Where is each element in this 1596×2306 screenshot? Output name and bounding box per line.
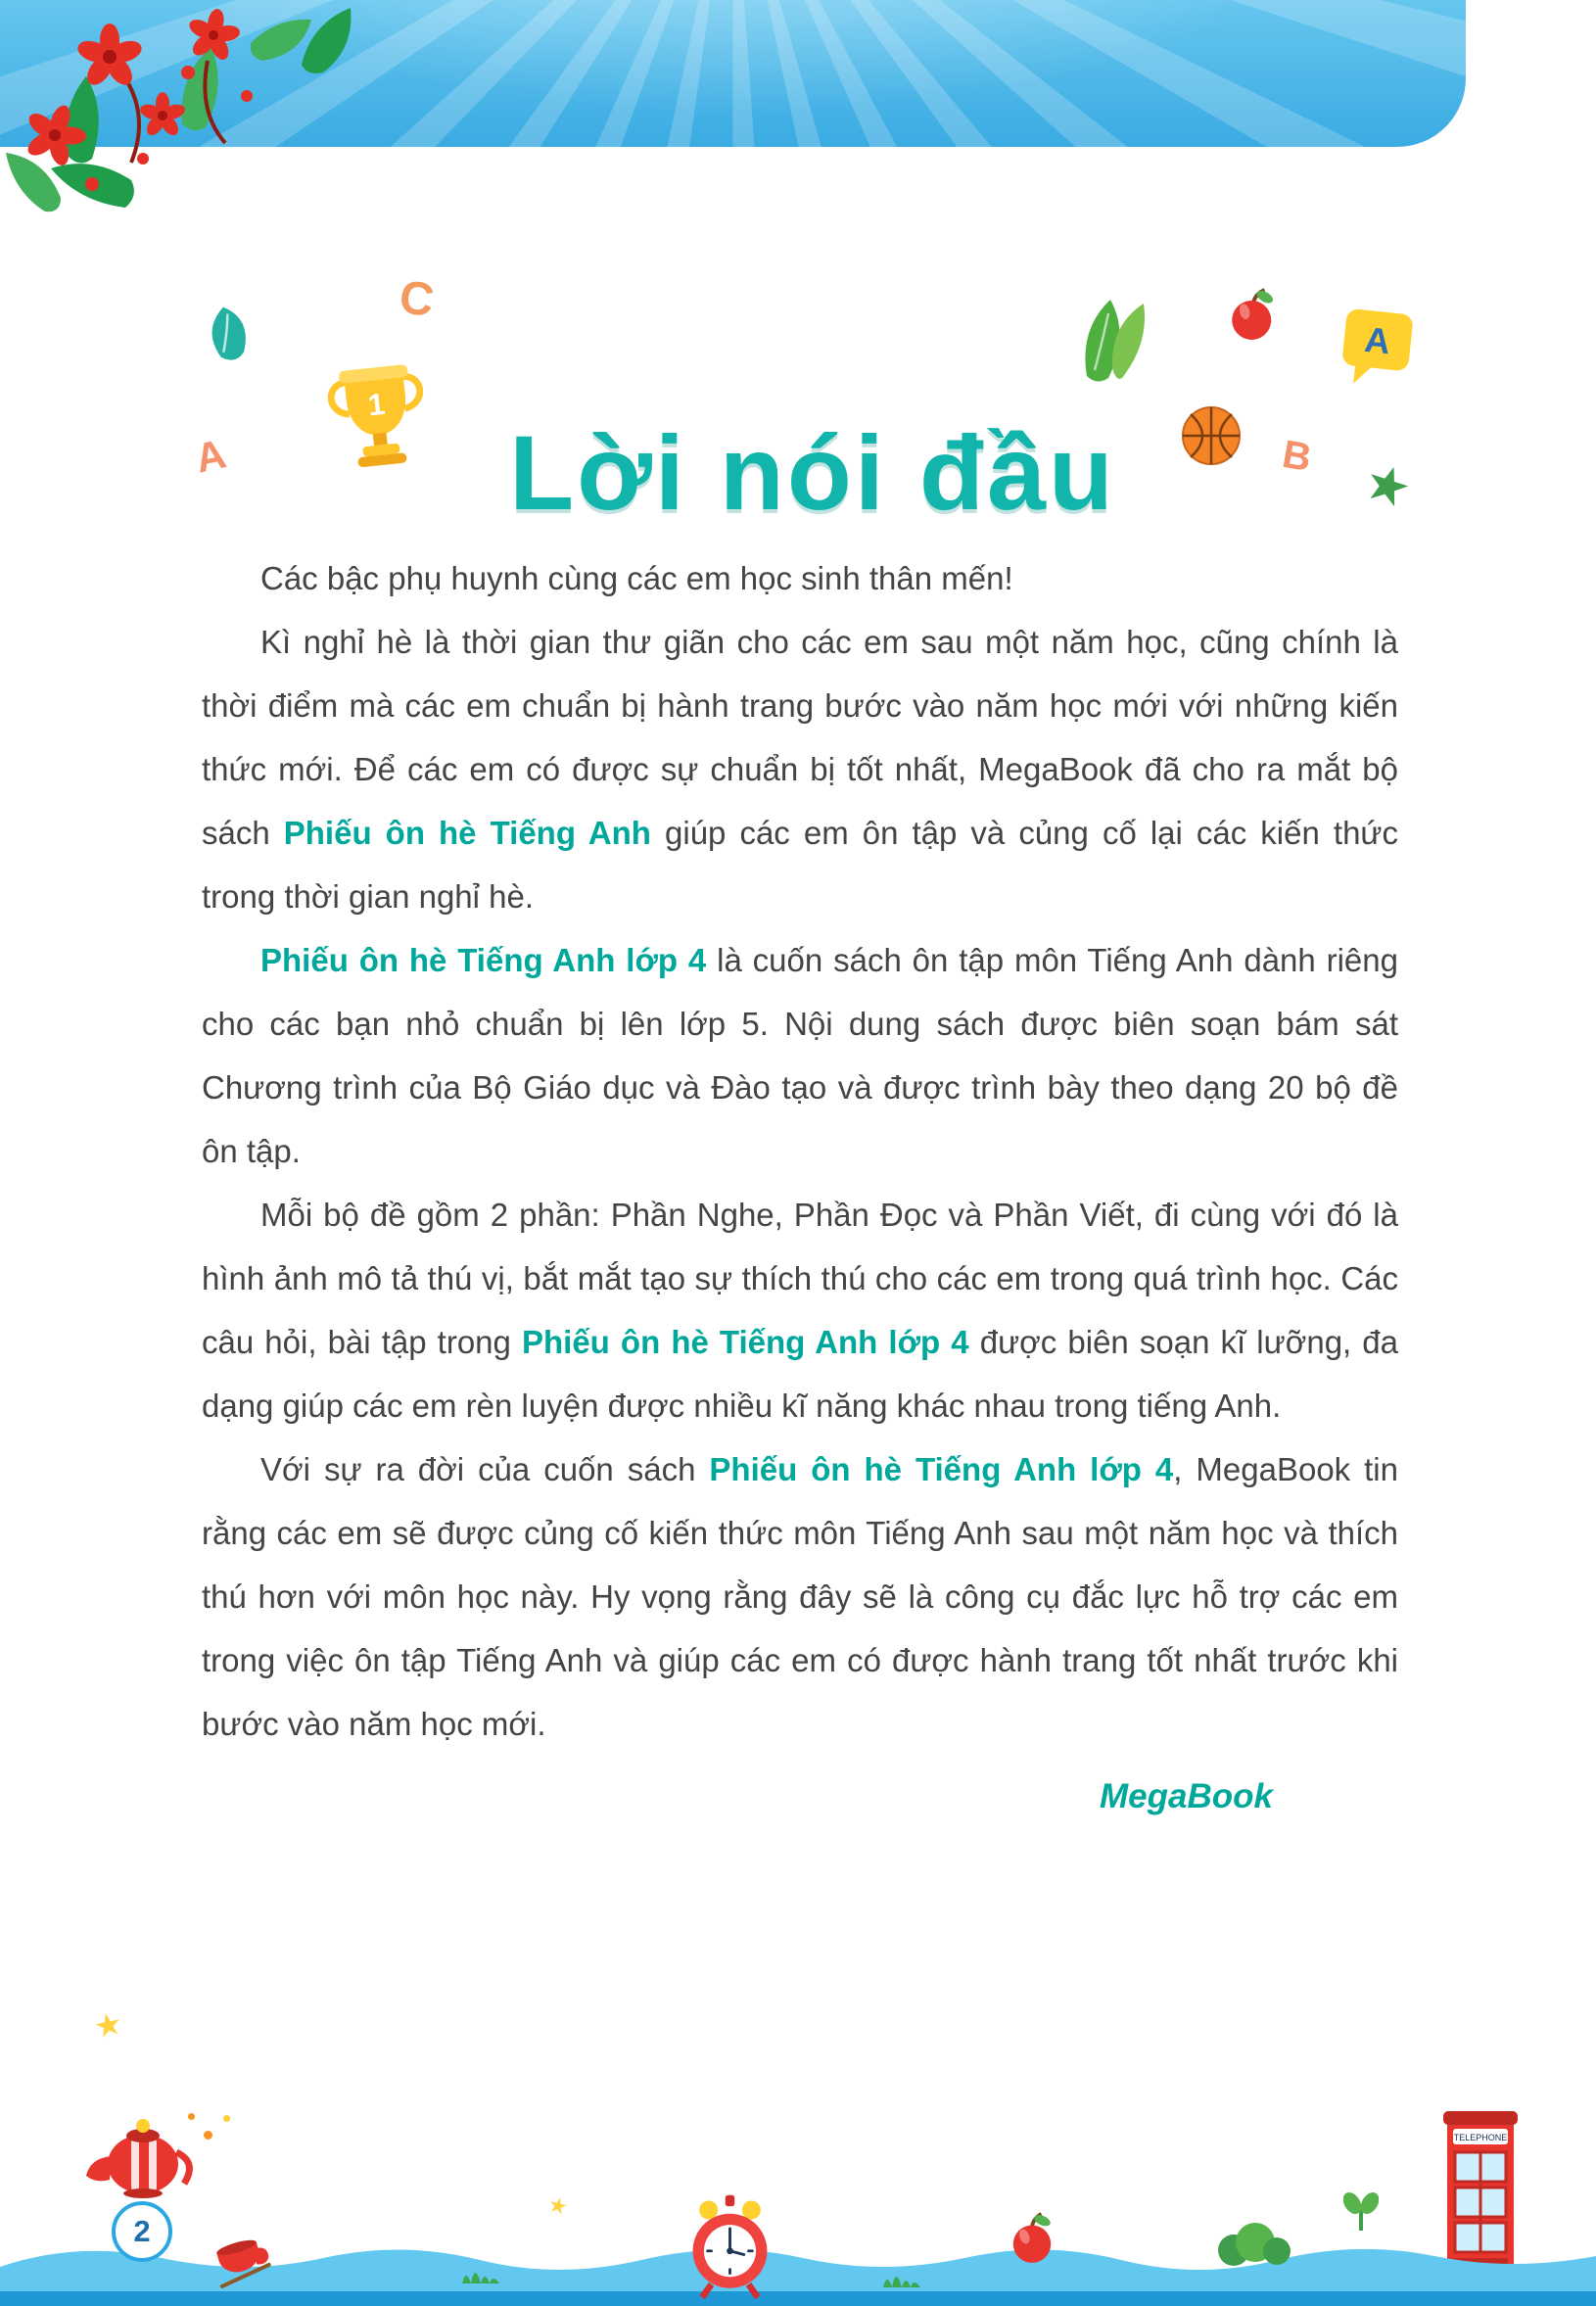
svg-text:1: 1 [366,386,387,423]
paragraph-text: Các bậc phụ huynh cùng các em học sinh thân mến! [260,560,1013,596]
star-icon: ★ [90,2004,126,2046]
book-title-highlight: Phiếu ôn hè Tiếng Anh lớp 4 [521,1324,969,1360]
leaves-icon [1065,294,1163,384]
preface-body [202,546,1398,1831]
paragraph-text: Với sự ra đời của cuốn sách [260,1451,710,1487]
paragraph-text: Mỗi bộ đề gồm 2 phần: Phần Nghe, Phần Đọc và Phần Viết, đi cùng với đó là hình ảnh mô tả thú vị, bắt mắt tạo sự thích thú cho các em trong quá trình học. Các câu hỏi, bài tập trong [202,1197,1398,1360]
grass-icon [881,2264,922,2287]
apple-icon [1009,2211,1056,2264]
book-title-highlight: Phiếu ôn hè Tiếng Anh lớp 4 [260,942,707,978]
letter-a-icon: A [191,430,230,482]
signature: MegaBook [1100,1777,1273,1815]
paragraph-text: , MegaBook tin rằng các em sẽ được củng cố kiến thức môn Tiếng Anh sau một năm học và thích thú hơn với môn học này. Hy vọng rằng đây sẽ là công cụ đắc lực hỗ trợ các em trong việc ôn tập Tiếng Anh và giúp các em có được hành trang tốt nhất trước khi bước vào năm học mới. [202,1451,1398,1742]
page-title: Lời nói đầu [509,413,1116,533]
svg-text:TELEPHONE: TELEPHONE [1453,2133,1508,2142]
teapot-icon [82,2103,200,2201]
sprout-icon [1343,2188,1379,2233]
confetti-dot [204,2131,212,2140]
preface-paragraph [202,1437,1398,1756]
basketball-icon [1181,405,1242,466]
flamboyant-flowers-icon [0,0,460,304]
paragraphs-container [202,546,1398,1756]
speech-bubble-icon [1334,302,1421,396]
alarm-clock-icon [683,2191,776,2301]
preface-paragraph [202,546,1398,610]
paragraph-text: giúp các em ôn tập và củng cố lại các kiến thức trong thời gian nghỉ hè. [202,815,1399,915]
letter-c-icon: C [396,270,438,328]
apple-icon [1225,284,1280,344]
book-title-highlight: Phiếu ôn hè Tiếng Anh lớp 4 [709,1451,1174,1487]
bush-icon [1214,2215,1294,2268]
preface-paragraph [202,1183,1398,1437]
book-title-highlight: Phiếu ôn hè Tiếng Anh [283,815,651,851]
paragraph-text: Kì nghỉ hè là thời gian thư giãn cho các em sau một năm học, cũng chính là thời điểm mà các em chuẩn bị hành trang bước vào năm học mới với những kiến thức mới. Để các em có được sự chuẩn bị tốt nhất, MegaBook đã cho ra mắt bộ sách [202,624,1398,851]
confetti-dot [223,2115,230,2122]
paragraph-text: được biên soạn kĩ lưỡng, đa dạng giúp các em rèn luyện được nhiều kĩ năng khác nhau trong tiếng Anh. [202,1324,1399,1424]
page-number-badge: 2 [112,2201,172,2262]
grass-icon [460,2260,501,2283]
paragraph-text: là cuốn sách ôn tập môn Tiếng Anh dành riêng cho các bạn nhỏ chuẩn bị lên lớp 5. Nội dung sách được biên soạn bám sát Chương trình của Bộ Giáo dục và Đào tạo và được trình bày theo dạng 20 bộ đề ôn tập. [202,942,1398,1169]
letter-b-icon: B [1279,432,1315,481]
star-icon: ★ [545,2190,571,2221]
svg-text:A: A [1362,318,1392,362]
preface-paragraph [202,610,1398,928]
preface-paragraph [202,928,1398,1183]
confetti-dot [188,2113,195,2120]
